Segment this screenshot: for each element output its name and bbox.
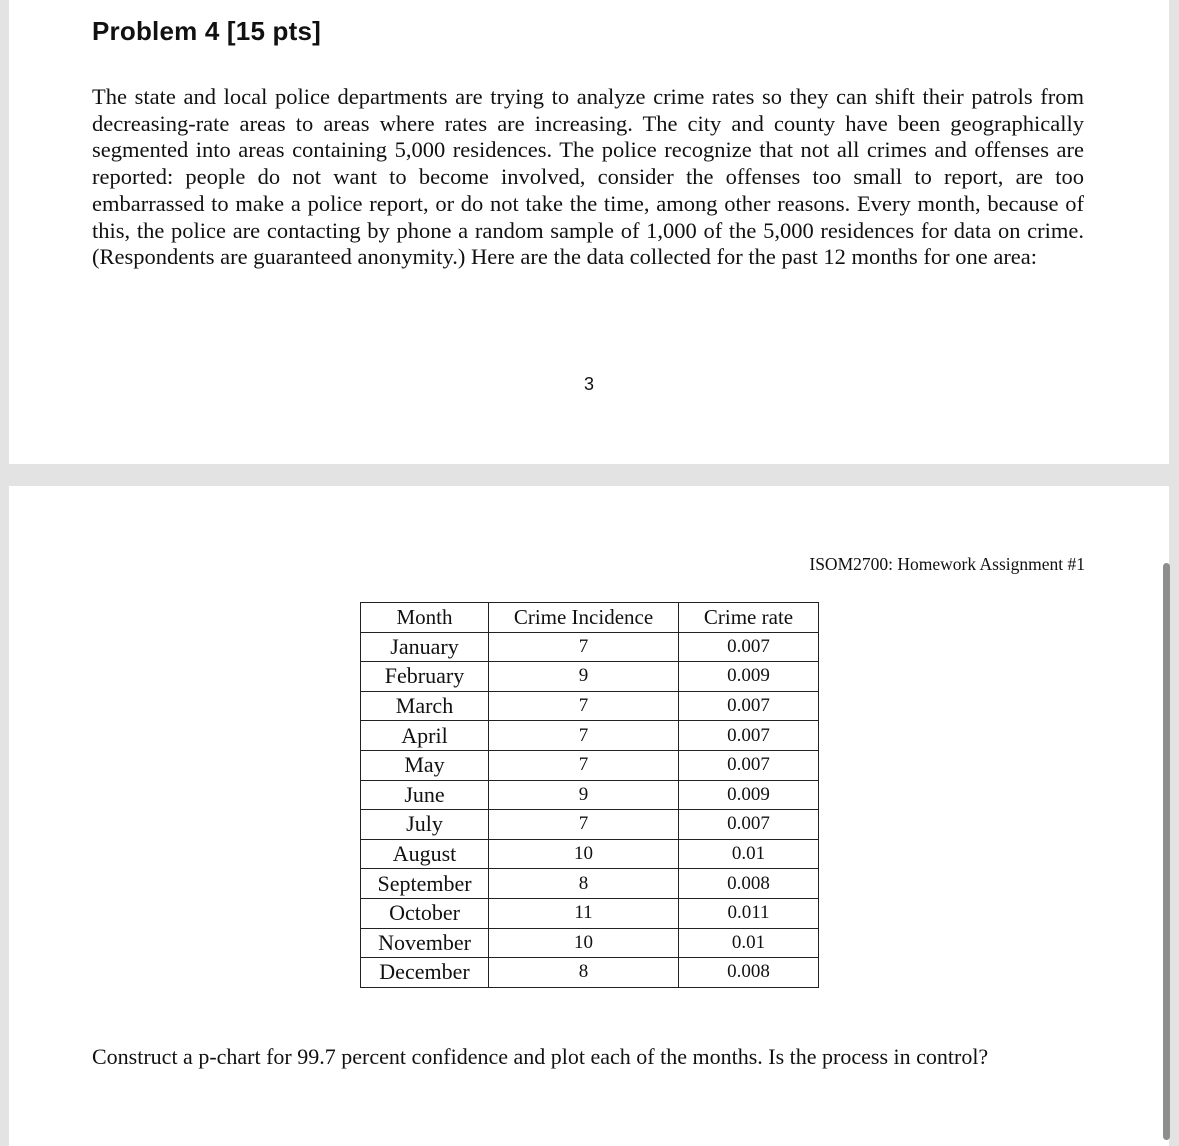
rate-cell: 0.008	[679, 869, 819, 899]
incidence-cell: 7	[489, 750, 679, 780]
column-header-crime-rate: Crime rate	[679, 603, 819, 633]
month-cell: May	[361, 750, 489, 780]
month-cell: November	[361, 928, 489, 958]
table-header-row	[361, 603, 819, 633]
rate-cell: 0.007	[679, 691, 819, 721]
page-number: 3	[583, 374, 594, 394]
incidence-cell: 9	[489, 780, 679, 810]
incidence-cell: 7	[489, 721, 679, 751]
incidence-cell: 10	[489, 928, 679, 958]
table-row	[361, 691, 819, 721]
column-header-crime-incidence: Crime Incidence	[489, 603, 679, 633]
table-row	[361, 632, 819, 662]
table-row	[361, 810, 819, 840]
document-page-3	[9, 0, 1169, 464]
month-cell: October	[361, 898, 489, 928]
column-header-month: Month	[361, 603, 489, 633]
table-row	[361, 928, 819, 958]
incidence-cell: 7	[489, 632, 679, 662]
table-row	[361, 898, 819, 928]
rate-cell: 0.007	[679, 750, 819, 780]
month-cell: March	[361, 691, 489, 721]
vertical-scrollbar[interactable]	[1163, 563, 1170, 1140]
table-row	[361, 750, 819, 780]
incidence-cell: 7	[489, 810, 679, 840]
table-row	[361, 721, 819, 751]
document-page-4	[9, 486, 1169, 1146]
problem-description: The state and local police departments are trying to analyze crime rates so they can shift their patrols from decreasing-rate areas to areas where rates are increasing. The city and county have been geographically segmented into areas containing 5,000 residences. The police recognize that not all crimes and offenses are reported: people do not want to become involved, consider the offenses too small to report, are too embarrassed to make a police report, or do not take the time, among other reasons. Every month, because of this, the police are contacting by phone a random sample of 1,000 of the 5,000 residences for data on crime. (Respondents are guaranteed anonymity.) Here are the data collected for the past 12 months for one area:	[92, 84, 1084, 270]
month-cell: September	[361, 869, 489, 899]
month-cell: December	[361, 958, 489, 988]
rate-cell: 0.009	[679, 662, 819, 692]
rate-cell: 0.01	[679, 928, 819, 958]
rate-cell: 0.007	[679, 810, 819, 840]
incidence-cell: 9	[489, 662, 679, 692]
running-header: ISOM2700: Homework Assignment #1	[809, 554, 1085, 574]
rate-cell: 0.009	[679, 780, 819, 810]
question-text: Construct a p-chart for 99.7 percent confidence and plot each of the months. Is the process in control?	[92, 1044, 989, 1069]
table-row	[361, 869, 819, 899]
rate-cell: 0.007	[679, 632, 819, 662]
table-row	[361, 780, 819, 810]
rate-cell: 0.011	[679, 898, 819, 928]
month-cell: February	[361, 662, 489, 692]
table-row	[361, 662, 819, 692]
month-cell: April	[361, 721, 489, 751]
month-cell: July	[361, 810, 489, 840]
table-row	[361, 958, 819, 988]
incidence-cell: 8	[489, 958, 679, 988]
month-cell: August	[361, 839, 489, 869]
rate-cell: 0.01	[679, 839, 819, 869]
rate-cell: 0.008	[679, 958, 819, 988]
month-cell: June	[361, 780, 489, 810]
problem-title: Problem 4 [15 pts]	[92, 16, 321, 46]
incidence-cell: 8	[489, 869, 679, 899]
incidence-cell: 11	[489, 898, 679, 928]
incidence-cell: 7	[489, 691, 679, 721]
crime-data-table	[360, 602, 819, 988]
month-cell: January	[361, 632, 489, 662]
rate-cell: 0.007	[679, 721, 819, 751]
incidence-cell: 10	[489, 839, 679, 869]
table-row	[361, 839, 819, 869]
